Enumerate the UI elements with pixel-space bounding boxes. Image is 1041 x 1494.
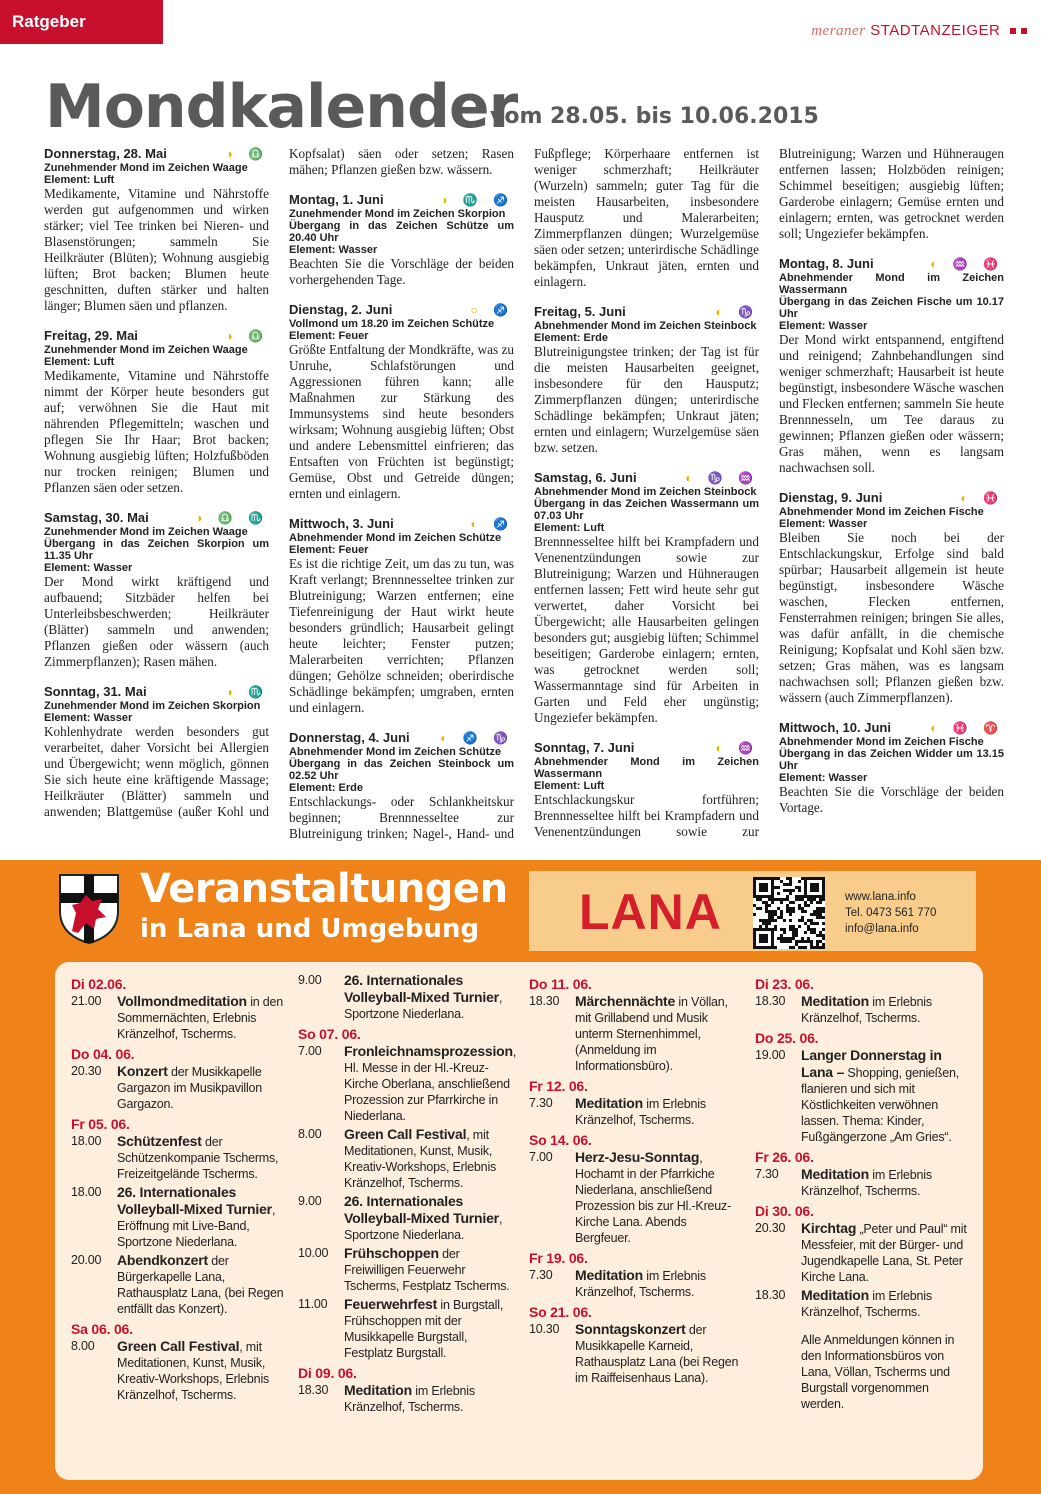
moon-entry — [534, 304, 759, 456]
event-description — [575, 1095, 744, 1128]
event-date: Do 04. 06. — [71, 1046, 135, 1062]
moon-entry-sign: Abnehmender Mond im Zeichen Fische — [779, 506, 984, 518]
event-name: Herz-Jesu-Sonntag — [575, 1149, 700, 1165]
event-details: im Erlebnis Kränzelhof, Tscherms. — [801, 1168, 932, 1198]
event-item — [755, 1047, 970, 1145]
event-description — [801, 1220, 970, 1285]
event-details: , Sportzone Niederlana. — [344, 1212, 503, 1242]
event-name: Vollmondmeditation — [117, 993, 247, 1009]
event-item — [298, 1043, 517, 1124]
moon-entry-sign: Übergang in das Zeichen Wassermann um 07.03 Uhr — [534, 498, 759, 522]
event-name: Meditation — [575, 1095, 643, 1111]
moon-entry-text: Beachten Sie die Vorschläge der beiden Vortage. — [779, 784, 1004, 815]
moon-entry-sign: Element: Wasser — [44, 562, 133, 574]
page-title: Mondkalender — [45, 72, 518, 142]
event-name: Schützenfest — [117, 1133, 202, 1149]
event-description — [801, 993, 970, 1026]
moon-entry-sign: Vollmond um 18.20 im Zeichen Schütze — [289, 318, 495, 330]
event-description — [801, 1287, 970, 1320]
moon-calendar — [44, 146, 1004, 850]
contact-email[interactable]: info@lana.info — [845, 923, 919, 935]
event-details: , Hl. Messe in der Hl.-Kreuz-Kirche Oberlana, anschließend Prozession zur Pfarrkirche in Niederlana. — [344, 1045, 517, 1123]
event-description — [117, 1063, 286, 1112]
moon-entry-text: Medikamente, Vitamine und Nährstoffe werden gut aufgenommen und wirken stärker; viel Tee trinken bei Nieren- und Blasenstörungen; sammeln Sie Heilkräuter (Blüten); Wohnung ausgiebig lüften; Brot backen; Blumen heute geschnitten, duften stärker und halten länger; Blumen säen und pflanzen. — [44, 186, 269, 313]
moon-phase-icon: ◐ ♒ — [715, 741, 759, 755]
event-details: , mit Meditationen, Kunst, Musik, Kreativ-Workshops, Erlebnis Kränzelhof, Tscherms. — [117, 1340, 270, 1402]
event-time: 7.30 — [529, 1268, 553, 1282]
event-details: Shopping, genießen, flanieren und sich mit Köstlichkeiten verwöhnen lassen. Thema: Kinder, Fußgängerzone „Am Gries“. — [801, 1066, 959, 1144]
contact-info — [845, 889, 936, 937]
moon-entry-sign: Zunehmender Mond im Zeichen Skorpion — [289, 208, 506, 220]
moon-entry — [779, 256, 1004, 476]
event-date: Do 11. 06. — [529, 976, 592, 992]
event-name: Fronleichnamsprozession — [344, 1043, 513, 1059]
event-item — [529, 1095, 744, 1128]
moon-phase-icon: ◑ ♏ ♐ — [440, 193, 514, 207]
contact-web[interactable]: www.lana.info — [845, 891, 916, 903]
moon-entry — [44, 328, 269, 496]
event-time: 7.30 — [755, 1167, 779, 1181]
moon-entry-text: Blutreinigungstee trinken; der Tag ist für die meisten Hausarbeiten geeignet, insbesondere für den Hausputz; Zimmerpflanzen düngen; unterirdische Schädlinge bekämpfen; Unkraut jäten; ernten und einlagern; Wurzelgemüse säen bzw. setzen. — [534, 344, 759, 455]
moon-entry-text: Entschlackungs- oder Schlankheitskur beginnen; Brennnesseltee zur Blutreinigung trinken; Nagel-, Hand- und Fußpflege; Körperhaare entfernen ist weniger schmerzhaft; Heilkräuter (Wurzeln) sammeln; guter Tag für die meisten Hausarbeiten, insbesondere Hausputz und Malerarbeiten; Zimmerpflanzen düngen; Wurzelgemüse säen oder setzen; unterirdische Schädlinge bekämpfen, Unkraut jäten, ernten und einlagern. — [289, 146, 759, 841]
event-details: im Erlebnis Kränzelhof, Tscherms. — [344, 1384, 475, 1414]
moon-entry — [779, 490, 1004, 706]
moon-entry-date: Mittwoch, 3. Juni — [289, 516, 394, 531]
event-name: Meditation — [801, 1287, 869, 1303]
brand-left: meraner — [811, 23, 866, 39]
event-date: Di 09. 06. — [298, 1365, 357, 1381]
moon-entry-header — [44, 328, 269, 344]
event-name: Märchennächte — [575, 993, 676, 1009]
event-time: 21.00 — [71, 994, 102, 1008]
moon-phase-icon: ◐ ♑ ♒ — [685, 471, 759, 485]
events-column — [298, 972, 517, 1417]
event-name: Abendkonzert — [117, 1252, 208, 1268]
lana-info-box — [529, 871, 976, 951]
moon-entry — [44, 510, 269, 670]
moon-phase-icon: ◑ ♎ — [225, 147, 269, 161]
event-description — [344, 1296, 513, 1361]
moon-entry-header — [44, 510, 269, 526]
event-date: Do 25. 06. — [755, 1030, 819, 1046]
moon-entry-sign: Abnehmender Mond im Zeichen Steinbock — [534, 486, 757, 498]
event-name: Meditation — [344, 1382, 412, 1398]
event-item — [298, 972, 513, 1022]
moon-entry-header — [289, 302, 514, 318]
event-name: Meditation — [575, 1267, 643, 1283]
moon-entry-date: Sonntag, 7. Juni — [534, 740, 635, 755]
event-description — [801, 1047, 970, 1145]
event-item — [529, 993, 744, 1074]
event-name: 26. Internationales Volleyball-Mixed Turnier — [117, 1184, 272, 1217]
event-time: 10.00 — [298, 1246, 329, 1260]
events-column — [529, 972, 744, 1388]
moon-entry — [534, 470, 759, 726]
moon-entry-text: Der Mond wirkt entspannend, entgiftend und reinigend; Zahnbehandlungen sind weniger schmerzhaft; Hausarbeit ist heute begünstigt, insbesondere Wäsche waschen und Flecken entfernen; sammeln Sie heute Brennnesseln, um Tee daraus zu gewinnen; Pflanzen gießen oder wässern; Gras mähen, wenn es langsam nachwachsen soll. — [779, 332, 1004, 475]
event-details: , Hochamt in der Pfarrkiche Niederlana, anschließend Prozession bis zur Hl.-Kreuz-Kirche Lana. Abends Bergfeuer. — [575, 1151, 732, 1245]
event-time: 18.00 — [71, 1185, 102, 1199]
moon-entry-date: Samstag, 30. Mai — [44, 510, 149, 525]
moon-entry-date: Dienstag, 2. Juni — [289, 302, 393, 317]
moon-entry-date: Freitag, 5. Juni — [534, 304, 626, 319]
event-name: Green Call Festival — [117, 1338, 240, 1354]
moon-phase-icon: ◑ ♎ — [225, 329, 269, 343]
moon-phase-icon: ◐ ♓ ♈ — [930, 721, 1004, 735]
event-name: Kirchtag — [801, 1220, 857, 1236]
event-time: 18.00 — [71, 1134, 102, 1148]
event-time: 18.30 — [529, 994, 560, 1008]
moon-entry — [44, 146, 269, 314]
event-time: 11.00 — [298, 1297, 328, 1311]
moon-entry-header — [289, 730, 514, 746]
moon-entry-sign: Element: Erde — [534, 332, 608, 344]
event-time: 8.00 — [71, 1339, 95, 1353]
moon-entry-header — [44, 146, 269, 162]
event-item — [298, 1245, 513, 1294]
event-item — [71, 993, 286, 1042]
moon-entry-sign: Übergang in das Zeichen Widder um 13.15 Uhr — [779, 748, 1004, 772]
event-description — [344, 1193, 513, 1243]
moon-entry-sign: Abnehmender Mond im Zeichen Schütze — [289, 532, 502, 544]
event-details: , Eröffnung mit Live-Band, Sportzone Niederlana. — [117, 1203, 276, 1249]
moon-entry-sign: Zunehmender Mond im Zeichen Waage — [44, 344, 248, 356]
event-details: , mit Meditationen, Kunst, Musik, Kreativ-Workshops, Erlebnis Kränzelhof, Tscherms. — [344, 1128, 497, 1190]
event-details: „Peter und Paul“ mit Messfeier, mit der Bürger- und Jugendkapelle Lana, St. Peter Kirche Lana. — [801, 1222, 967, 1284]
event-details: der Musikkapelle Karneid, Rathausplatz Lana (bei Regen im Raiffeisenhaus Lana). — [575, 1323, 739, 1385]
moon-entry-sign: Abnehmender Mond im Zeichen Wassermann — [534, 756, 759, 780]
event-time: 9.00 — [298, 973, 322, 987]
moon-entry-sign: Element: Wasser — [289, 244, 378, 256]
event-time: 20.30 — [71, 1064, 102, 1078]
event-item — [298, 1382, 513, 1415]
event-date: So 21. 06. — [529, 1304, 592, 1320]
event-name: Green Call Festival — [344, 1126, 467, 1142]
event-name: 26. Internationales Volleyball-Mixed Turnier — [344, 1193, 499, 1226]
moon-phase-icon: ◐ ♓ — [960, 491, 1004, 505]
moon-entry-header — [779, 490, 1004, 506]
brand-logo — [811, 22, 1027, 40]
event-date: Fr 19. 06. — [529, 1250, 588, 1266]
event-details: in den Sommernächten, Erlebnis Kränzelhof, Tscherms. — [117, 995, 284, 1041]
moon-entry-text: Medikamente, Vitamine und Nährstoffe nimmt der Körper heute besonders gut auf; verwöhnen Sie die Haut mit nährenden Pflegemitteln; waschen und pflegen Sie Ihr Haar; Brot backen; Wohnung ausgiebig lüften; Holzfußböden nur trocken reinigen; Blumen und Pflanzen säen oder setzen. — [44, 368, 269, 495]
event-name: Sonntagskonzert — [575, 1321, 686, 1337]
event-date: Fr 05. 06. — [71, 1116, 130, 1132]
event-description — [344, 1126, 513, 1191]
moon-entry-text: Bleiben Sie noch bei der Entschlackungskur, Erfolge sind bald spürbar; Hausarbeit allgemein ist heute begünstigt, insbesondere Wäsche waschen, Flecken entfernen, Fensterrahmen reinigen; bringen Sie alles, was dafür anfällt, in die chemische Reinigung; Kopfsalat und Kohl säen bzw. setzen; Gras mähen, was es langsam nachwachsen soll; Pflanzen gießen bzw. wässern (auch Zimmerpflanzen). — [779, 530, 1004, 705]
moon-phase-icon: ◑ ♏ — [225, 685, 269, 699]
moon-entry-header — [534, 304, 759, 320]
event-item — [755, 1220, 970, 1285]
moon-entry-header — [289, 192, 514, 208]
event-name: Konzert — [117, 1063, 168, 1079]
moon-entry — [289, 516, 514, 716]
event-date: Di 30. 06. — [755, 1203, 814, 1219]
moon-entry-sign: Element: Feuer — [289, 544, 369, 556]
moon-phase-icon: ◐ ♐ — [470, 517, 514, 531]
moon-entry-date: Mittwoch, 10. Juni — [779, 720, 891, 735]
moon-entry-sign: Übergang in das Zeichen Skorpion um 11.35 Uhr — [44, 538, 269, 562]
event-item — [71, 1063, 286, 1112]
moon-entry-sign: Element: Wasser — [779, 320, 868, 332]
event-details: in Burgstall, Frühschoppen mit der Musikkapelle Burgstall, Festplatz Burgstall. — [344, 1298, 504, 1360]
event-details: im Erlebnis Kränzelhof, Tscherms. — [801, 995, 932, 1025]
event-item — [71, 1252, 286, 1317]
event-description — [344, 1245, 513, 1294]
event-description — [117, 1133, 286, 1182]
event-time: 18.30 — [755, 994, 786, 1008]
moon-entry-sign: Element: Luft — [44, 174, 115, 186]
moon-phase-icon: ◐ ♑ — [715, 305, 759, 319]
page-subtitle: vom 28.05. bis 10.06.2015 — [490, 104, 819, 129]
moon-entry-sign: Zunehmender Mond im Zeichen Waage — [44, 526, 248, 538]
event-description — [117, 1252, 286, 1317]
moon-entry-text: Brennnesseltee hilft bei Krampfadern und Venenentzündungen sowie zur Blutreinigung; Warzen und Hühneraugen entfernen lassen; Fett wird heute sehr gut verwertet, daher Vorsicht bei Übergewicht; alle Hausarbeiten gelingen besonders gut; ausgiebig lüften; Schimmel beseitigen; Garderobe einlagern; ernten, was getrocknet werden soll; Wassermanntage sind für Arbeiten in Garten und Feld eher ungünstig; Ungeziefer bekämpfen. — [534, 534, 759, 725]
qr-code-icon[interactable] — [753, 877, 825, 949]
event-time: 7.30 — [529, 1096, 553, 1110]
moon-entry-sign: Abnehmender Mond im Zeichen Schütze — [289, 746, 502, 758]
event-description — [344, 1043, 516, 1124]
event-details: der Freiwilligen Feuerwehr Tscherms, Festplatz Tscherms. — [344, 1247, 510, 1293]
event-item — [529, 1321, 744, 1386]
moon-entry-date: Sonntag, 31. Mai — [44, 684, 147, 699]
moon-entry-date: Freitag, 29. Mai — [44, 328, 138, 343]
event-item — [71, 1133, 286, 1182]
moon-entry-date: Samstag, 6. Juni — [534, 470, 637, 485]
moon-entry-text: Es ist die richtige Zeit, um das zu tun, was Kraft verlangt; Brennnesseltee trinken zur Blutreinigung; Warzen entfernen; eine Tiefenreinigung der Haut wirkt heute besonders gründlich; Hausarbeit gelingt heute leichter; Fenster putzen; Malerarbeiten verrichten; Pflanzen düngen; Gehölze schneiden; oberirdische Schädlinge bekämpfen; umgraben, ernten und einlagern. — [289, 556, 514, 715]
event-name: Frühschoppen — [344, 1245, 439, 1261]
event-item — [71, 1184, 286, 1250]
moon-entry-text: Größte Entfaltung der Mondkräfte, was zu Unruhe, Schlafstörungen und Aggressionen führen kann; alle Maßnahmen zur Stärkung des Immunsystems sind heute besonders wirksam; Wohnung ausgiebig lüften; Obst und andere Lebensmittel einfrieren; das Entsaften von Früchten ist begünstigt; Gemüse, Obst und Getreide düngen; ernten und einlagern. — [289, 342, 514, 501]
event-item — [298, 1126, 513, 1191]
event-date: So 14. 06. — [529, 1132, 592, 1148]
events-subtitle: in Lana und Umgebung — [140, 914, 480, 944]
event-time: 18.30 — [755, 1288, 786, 1302]
event-name: Feuerwehrfest — [344, 1296, 438, 1312]
moon-entry-sign: Zunehmender Mond im Zeichen Waage — [44, 162, 248, 174]
event-item — [755, 993, 970, 1026]
event-details: , Sportzone Niederlana. — [344, 991, 503, 1021]
moon-entry-date: Donnerstag, 4. Juni — [289, 730, 410, 745]
moon-entry-header — [289, 516, 514, 532]
moon-entry-date: Donnerstag, 28. Mai — [44, 146, 167, 161]
event-date: Di 02.06. — [71, 976, 127, 992]
moon-entry-text: Entschlackungskur fortführen; Brennnesseltee hilft bei Krampfadern und Venenentzündungen sowie zur Blutreinigung; Warzen und Hühneraugen entfernen lassen; Holzböden reinigen; Schimmel beseitigen; ausgiebig lüften; Garderobe einlagern; Gemüse ernten und einlagern; ernten, was getrocknet werden soll; Ungeziefer bekämpfen. — [534, 146, 1004, 839]
event-description — [117, 993, 286, 1042]
moon-entry-text: Beachten Sie die Vorschläge der beiden vorhergehenden Tage. — [289, 256, 514, 287]
event-time: 19.00 — [755, 1048, 786, 1062]
moon-entry-sign: Element: Wasser — [779, 518, 868, 530]
event-item — [298, 1296, 513, 1361]
moon-entry-header — [44, 684, 269, 700]
brand-right: STADTANZEIGER — [870, 22, 1001, 39]
event-description — [575, 1321, 744, 1386]
moon-entry-sign: Abnehmender Mond im Zeichen Wassermann — [779, 272, 1004, 296]
event-item — [298, 1193, 513, 1243]
event-item — [529, 1267, 744, 1300]
moon-entry — [289, 302, 514, 502]
event-details: im Erlebnis Kränzelhof, Tscherms. — [575, 1097, 706, 1127]
event-details: in Völlan, mit Grillabend und Musik unterm Sternenhimmel, (Anmeldung im Informationsbüro). — [575, 995, 728, 1073]
event-description — [117, 1184, 286, 1250]
moon-entry-sign: Element: Wasser — [779, 772, 868, 784]
event-name: Meditation — [801, 993, 869, 1009]
event-item — [755, 1287, 970, 1320]
event-name: Meditation — [801, 1166, 869, 1182]
events-title: Veranstaltungen — [140, 866, 508, 912]
event-time: 9.00 — [298, 1194, 322, 1208]
events-column — [755, 972, 970, 1412]
event-time: 20.30 — [755, 1221, 786, 1235]
moon-entry-sign: Element: Feuer — [289, 330, 369, 342]
event-date: Sa 06. 06. — [71, 1321, 133, 1337]
event-date: Fr 26. 06. — [755, 1149, 814, 1165]
moon-entry-sign: Abnehmender Mond im Zeichen Steinbock — [534, 320, 757, 332]
square-icon — [1010, 28, 1016, 34]
contact-phone: Tel. 0473 561 770 — [845, 907, 937, 919]
event-date: So 07. 06. — [298, 1026, 361, 1042]
moon-entry-header — [779, 720, 1004, 736]
event-time: 20.00 — [71, 1253, 102, 1267]
moon-entry-sign: Element: Luft — [44, 356, 115, 368]
moon-entry — [289, 192, 514, 288]
moon-entry-date: Montag, 8. Juni — [779, 256, 874, 271]
event-description — [575, 1267, 744, 1300]
events-column — [71, 972, 286, 1405]
event-item — [755, 1166, 970, 1199]
event-description — [575, 993, 744, 1074]
moon-phase-icon: ◐ ♐ ♑ — [440, 731, 514, 745]
square-icon — [1021, 28, 1027, 34]
moon-phase-icon: ◑ ♎ ♏ — [195, 511, 269, 525]
event-details: im Erlebnis Kränzelhof, Tscherms. — [575, 1269, 706, 1299]
event-time: 8.00 — [298, 1127, 322, 1141]
moon-entry — [779, 720, 1004, 816]
event-description — [117, 1338, 286, 1403]
moon-entry-sign: Element: Luft — [534, 780, 605, 792]
moon-entry-sign: Element: Luft — [534, 522, 605, 534]
moon-entry-text: Der Mond wirkt kräftigend und aufbauend; Sitzbäder helfen bei Unterleibsbeschwerden; Heilkräuter (Blätter) sammeln und anwenden; Pflanzen gießen oder wässern (auch Zimmerpflanzen); Rasen mähen. — [44, 574, 269, 669]
event-description — [801, 1166, 970, 1199]
section-tag: Ratgeber — [0, 0, 163, 44]
event-details: der Musikkapelle Gargazon im Musikpavillon Gargazon. — [117, 1065, 263, 1111]
event-time: 18.30 — [298, 1383, 329, 1397]
event-description — [575, 1149, 744, 1246]
moon-entry-header — [534, 740, 759, 756]
event-description — [344, 972, 513, 1022]
event-name: 26. Internationales Volleyball-Mixed Turnier — [344, 972, 499, 1005]
moon-phase-icon: ○ ♐ — [470, 303, 514, 317]
coat-of-arms-icon — [58, 873, 120, 945]
moon-entry-sign: Übergang in das Zeichen Fische um 10.17 Uhr — [779, 296, 1004, 320]
event-details: im Erlebnis Kränzelhof, Tscherms. — [801, 1289, 932, 1319]
moon-entry-header — [534, 470, 759, 486]
moon-entry-sign: Abnehmender Mond im Zeichen Fische — [779, 736, 984, 748]
moon-entry-sign: Übergang in das Zeichen Schütze um 20.40 Uhr — [289, 220, 514, 244]
moon-entry-header — [779, 256, 1004, 272]
event-time: 10.30 — [529, 1322, 560, 1336]
event-item — [71, 1338, 286, 1403]
moon-phase-icon: ◐ ♒ ♓ — [930, 257, 1004, 271]
event-item — [529, 1149, 744, 1246]
event-description — [344, 1382, 513, 1415]
moon-entry-sign: Element: Wasser — [44, 712, 133, 724]
moon-entry-date: Montag, 1. Juni — [289, 192, 384, 207]
moon-entry-date: Dienstag, 9. Juni — [779, 490, 883, 505]
event-details: der Schützenkompanie Tscherms, Freizeitgelände Tscherms. — [117, 1135, 279, 1181]
moon-entry-sign: Element: Erde — [289, 782, 363, 794]
event-details: der Bürgerkapelle Lana, Rathausplatz Lana, (bei Regen entfällt das Konzert). — [117, 1254, 284, 1316]
event-time: 7.00 — [529, 1150, 553, 1164]
event-date: Fr 12. 06. — [529, 1078, 588, 1094]
moon-entry-sign: Übergang in das Zeichen Steinbock um 02.52 Uhr — [289, 758, 514, 782]
event-name: Langer Donnerstag in Lana – — [801, 1047, 942, 1080]
events-note: Alle Anmeldungen können in den Informationsbüros von Lana, Völlan, Tscherms und Burgstall vorgenommen werden. — [801, 1333, 955, 1411]
event-time: 7.00 — [298, 1044, 322, 1058]
event-date: Di 23. 06. — [755, 976, 814, 992]
lana-logo: LANA — [579, 884, 722, 940]
moon-entry-text: Kohlenhydrate werden besonders gut verarbeitet, daher Vorsicht bei Allergien und Übergewicht; wenn möglich, gönnen Sie sich heute eine kräftigende Massage; Heilkräuter (Blätter) sammeln und anwenden; Blattgemüse (außer Kohl und Kopfsalat) säen oder setzen; Rasen mähen; Pflanzen gießen bzw. wässern. — [44, 146, 514, 819]
moon-entry-sign: Zunehmender Mond im Zeichen Skorpion — [44, 700, 261, 712]
events-panel — [55, 962, 983, 1480]
